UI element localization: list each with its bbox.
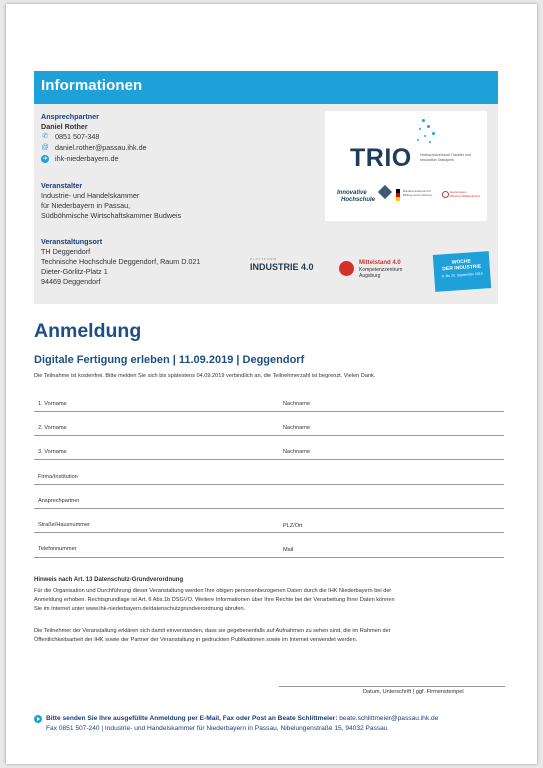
mittelstand-sub-line: Augsburg	[359, 273, 381, 279]
contact-name: Daniel Rother	[41, 122, 88, 131]
bmbf-logo: Bundesministerium für Bildung und Forschung	[403, 189, 432, 197]
privacy-paragraph-1	[34, 587, 498, 614]
vorname3-label: 3. Vorname	[38, 449, 67, 455]
information-header	[34, 71, 498, 104]
woche-line: WOCHE	[451, 258, 472, 266]
telefon-label: Telefonnummer	[38, 546, 77, 552]
trio-dot-icon	[429, 141, 431, 143]
firma-input-line[interactable]	[34, 484, 504, 485]
form-title: Anmeldung	[34, 320, 142, 342]
privacy-line: Für die Organisation und Durchführung dieser Veranstaltung werden Ihre obigen personenbezogenen Daten durch die IHK Niederbayern bei der	[34, 588, 392, 594]
plattform-label: PLATTFORM	[250, 257, 277, 261]
german-flag-icon	[396, 189, 400, 201]
mittelstand-sub-line: Kompetenzzentrum	[359, 267, 403, 273]
privacy-line: Anmeldung erhoben. Rechtsgrundlage ist Art. 6 Abs.1b DSGVO. Weitere Informationen über Ihre Rechte bei der Verarbeitung Ihrer Daten können	[34, 597, 395, 603]
footer-instruction: Bitte senden Sie Ihre ausgefüllte Anmeldung per E-Mail, Fax oder Post an Beate Schlittmeier:	[46, 715, 338, 722]
privacy-paragraph-2	[34, 627, 498, 645]
partner-logo-box	[325, 111, 487, 221]
nachname2-label: Nachname	[283, 425, 311, 431]
footer-email[interactable]: beate.schlittmeier@passau.ihk.de	[337, 715, 439, 722]
innovative-hochschule-logo	[337, 190, 375, 204]
footer-line-1	[46, 715, 438, 722]
firma-label: Firma/Institution	[38, 474, 78, 480]
ansprech-input-line[interactable]	[34, 508, 504, 509]
trio-logo: TRIO	[350, 144, 412, 172]
vorname2-label: 2. Vorname	[38, 425, 67, 431]
vorname1-input-line[interactable]	[34, 411, 504, 412]
gwk-logo: Gemeinsame Wissenschaftskonferenz	[450, 190, 481, 198]
venue-label: Veranstaltungsort	[41, 237, 103, 246]
trio-dot-icon	[427, 125, 430, 128]
trio-subtitle: Hochschulverbund Transfer und Innovation Ostbayern	[420, 153, 471, 162]
contact-web[interactable]: ihk-niederbayern.de	[55, 154, 119, 163]
ansprech-label: Ansprechpartner	[38, 498, 80, 504]
trio-dot-icon	[419, 128, 421, 130]
arrow-icon	[34, 715, 42, 723]
plz-label: PLZ/Ort	[283, 523, 303, 529]
privacy-line: Sie im Internet unter www.ihk-niederbayern.de/datenschutzgrundverordnung abrufen.	[34, 606, 246, 612]
form-intro: Die Teilnahme ist kostenfrei. Bitte melden Sie sich bis spätestens 04.09.2019 verbindlich an, die Teilnehmerzahl ist begrenzt. Vielen Dank.	[34, 373, 376, 379]
contact-email[interactable]: daniel.rother@passau.ihk.de	[55, 143, 147, 152]
mittelstand-icon	[339, 261, 354, 276]
organizer-line: Industrie- und Handelskammer	[41, 191, 140, 200]
trio-dot-icon	[424, 135, 426, 137]
vorname3-input-line[interactable]	[34, 459, 504, 460]
footer-line-2: Fax 0851 507-240 | Industrie- und Handelskammer für Niederbayern in Passau, Nibelungenstraße 15, 94032 Passau	[46, 725, 388, 732]
privacy-title: Hinweis nach Art. 13 Datenschutz-Grundverordnung	[34, 577, 184, 583]
innovative-text: Innovative	[337, 190, 367, 196]
trio-dot-icon	[417, 139, 419, 141]
signature-line[interactable]	[279, 686, 505, 687]
venue-line: 94469 Deggendorf	[41, 277, 101, 286]
woche-line: DER INDUSTRIE	[442, 263, 482, 273]
venue-line: TH Deggendorf	[41, 247, 91, 256]
vorname2-input-line[interactable]	[34, 435, 504, 436]
trio-dot-icon	[422, 119, 425, 122]
mittelstand-sub	[359, 267, 402, 279]
information-title: Informationen	[41, 77, 143, 94]
organizer-label: Veranstalter	[41, 181, 83, 190]
organizer-line: für Niederbayern in Passau,	[41, 201, 131, 210]
strasse-label: Straße/Hausnummer	[38, 522, 90, 528]
organizer-line: Südböhmische Wirtschaftskammer Budweis	[41, 211, 182, 220]
industrie40-logo: INDUSTRIE 4.0	[250, 262, 314, 272]
nachname1-label: Nachname	[283, 401, 311, 407]
woche-der-industrie-logo	[433, 251, 491, 292]
vorname1-label: 1. Vorname	[38, 401, 67, 407]
strasse-input-line[interactable]	[34, 532, 504, 533]
event-title: Digitale Fertigung erleben | 11.09.2019 | Deggendorf	[34, 354, 305, 366]
contact-phone: 0851 507-348	[55, 132, 100, 141]
mittelstand-logo: Mittelstand 4.0	[359, 260, 401, 266]
privacy-line: Die Teilnehmer der Veranstaltung erklären sich damit einverstanden, dass sie gegebenenfalls auf Aufnahmen zu sehen sind, die im Rahmen der	[34, 628, 391, 634]
venue-line: Dieter-Görlitz-Platz 1	[41, 267, 108, 276]
mail-label: Mail	[283, 547, 294, 553]
venue-line: Technische Hochschule Deggendorf, Raum D.021	[41, 257, 201, 266]
gwk-icon	[442, 191, 449, 198]
trio-dot-icon	[432, 132, 435, 135]
signature-label: Datum, Unterschrift | ggf. Firmenstempel	[363, 689, 464, 695]
innovative-hochschule-icon	[378, 185, 392, 199]
privacy-line: Öffentlichkeitsarbeit der IHK sowie der Partner der Veranstaltung in gedruckten Publikationen sowie im Internet verwendet werden.	[34, 637, 358, 643]
woche-line: 9. bis 20. September 2019	[441, 271, 483, 279]
web-arrow-icon: ➜	[42, 156, 48, 162]
phone-icon: ✆	[42, 133, 48, 140]
email-icon: @	[41, 144, 49, 151]
hochschule-text: Hochschule	[341, 197, 376, 203]
contact-label: Ansprechpartner	[41, 112, 99, 121]
nachname3-label: Nachname	[283, 449, 311, 455]
telefon-input-line[interactable]	[34, 557, 504, 558]
